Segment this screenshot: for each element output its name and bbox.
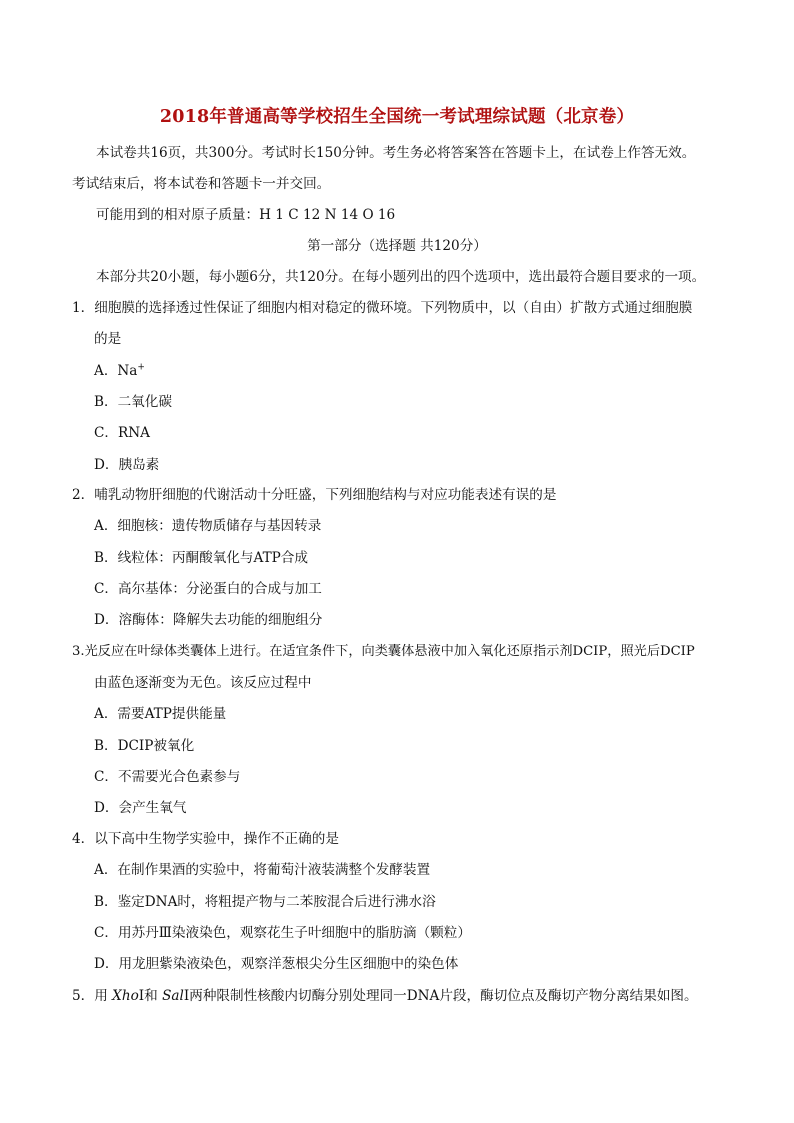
question-4-option-d: D．用龙胆紫染液染色，观察洋葱根尖分生区细胞中的染色体: [94, 956, 459, 972]
question-1-option-a: [94, 362, 145, 380]
enzyme-sal: Sal: [162, 988, 184, 1004]
question-4-option-b: B．鉴定DNA时，将粗提产物与二苯胺混合后进行沸水浴: [94, 894, 436, 910]
question-4-option-c: C．用苏丹Ⅲ染液染色，观察花生子叶细胞中的脂肪滴（颗粒）: [94, 925, 471, 941]
question-3-option-d: D．会产生氧气: [94, 800, 187, 816]
intro-paragraph-line2: 考试结束后，将本试卷和答题卡一并交回。: [72, 176, 331, 192]
question-5-prefix: 5．用: [72, 988, 113, 1004]
atomic-mass-note: 可能用到的相对原子质量：H 1 C 12 N 14 O 16: [96, 207, 396, 223]
superscript-charge: +: [137, 362, 145, 373]
question-3-option-c: C．不需要光合色素参与: [94, 769, 241, 785]
section-description: 本部分共20小题，每小题6分，共120分。在每小题列出的四个选项中，选出最符合题目要求的一项。: [96, 269, 706, 285]
question-2-option-b: B．线粒体：丙酮酸氧化与ATP合成: [94, 550, 308, 566]
question-3-stem-line1: 3.光反应在叶绿体类囊体上进行。在适宜条件下，向类囊体悬液中加入氧化还原指示剂DCIP，照光后DCIP: [72, 644, 695, 659]
question-2-stem: 2．哺乳动物肝细胞的代谢活动十分旺盛，下列细胞结构与对应功能表述有误的是: [72, 487, 557, 503]
question-3-option-b: B．DCIP被氧化: [94, 738, 195, 754]
question-1-option-b: B．二氧化碳: [94, 394, 172, 410]
question-1-option-c: C．RNA: [94, 425, 150, 441]
question-2-option-d: D．溶酶体：降解失去功能的细胞组分: [94, 612, 323, 628]
question-3-option-a: A．需要ATP提供能量: [94, 706, 227, 722]
question-4-stem: 4．以下高中生物学实验中，操作不正确的是: [72, 831, 339, 847]
question-1-option-d: D．胰岛素: [94, 457, 160, 473]
intro-paragraph-line1: 本试卷共16页，共300分。考试时长150分钟。考生务必将答案答在答题卡上，在试卷上作答无效。: [96, 145, 696, 161]
section-title: 第一部分（选择题 共120分）: [307, 238, 487, 254]
question-1-stem-line1: 1．细胞膜的选择透过性保证了细胞内相对稳定的微环境。下列物质中，以（自由）扩散方式通过细胞膜: [72, 300, 693, 316]
page-title: 2018年普通高等学校招生全国统一考试理综试题（北京卷）: [159, 107, 635, 127]
question-3-stem-line2: 由蓝色逐渐变为无色。该反应过程中: [94, 675, 312, 691]
option-a-text: A．Na: [94, 363, 138, 379]
question-4-option-a: A．在制作果酒的实验中，将葡萄汁液装满整个发酵装置: [94, 862, 431, 878]
enzyme-xho: Xho: [112, 988, 139, 1004]
question-5-rest: Ⅰ两种限制性核酸内切酶分别处理同一DNA片段，酶切位点及酶切产物分离结果如图。: [183, 988, 698, 1004]
question-1-stem-line2: 的是: [94, 331, 122, 347]
question-5-stem: [72, 987, 698, 1005]
enzyme-xho-suffix: Ⅰ和: [138, 988, 163, 1004]
question-2-option-c: C．高尔基体：分泌蛋白的合成与加工: [94, 581, 322, 597]
question-2-option-a: A．细胞核：遗传物质储存与基因转录: [94, 518, 322, 534]
